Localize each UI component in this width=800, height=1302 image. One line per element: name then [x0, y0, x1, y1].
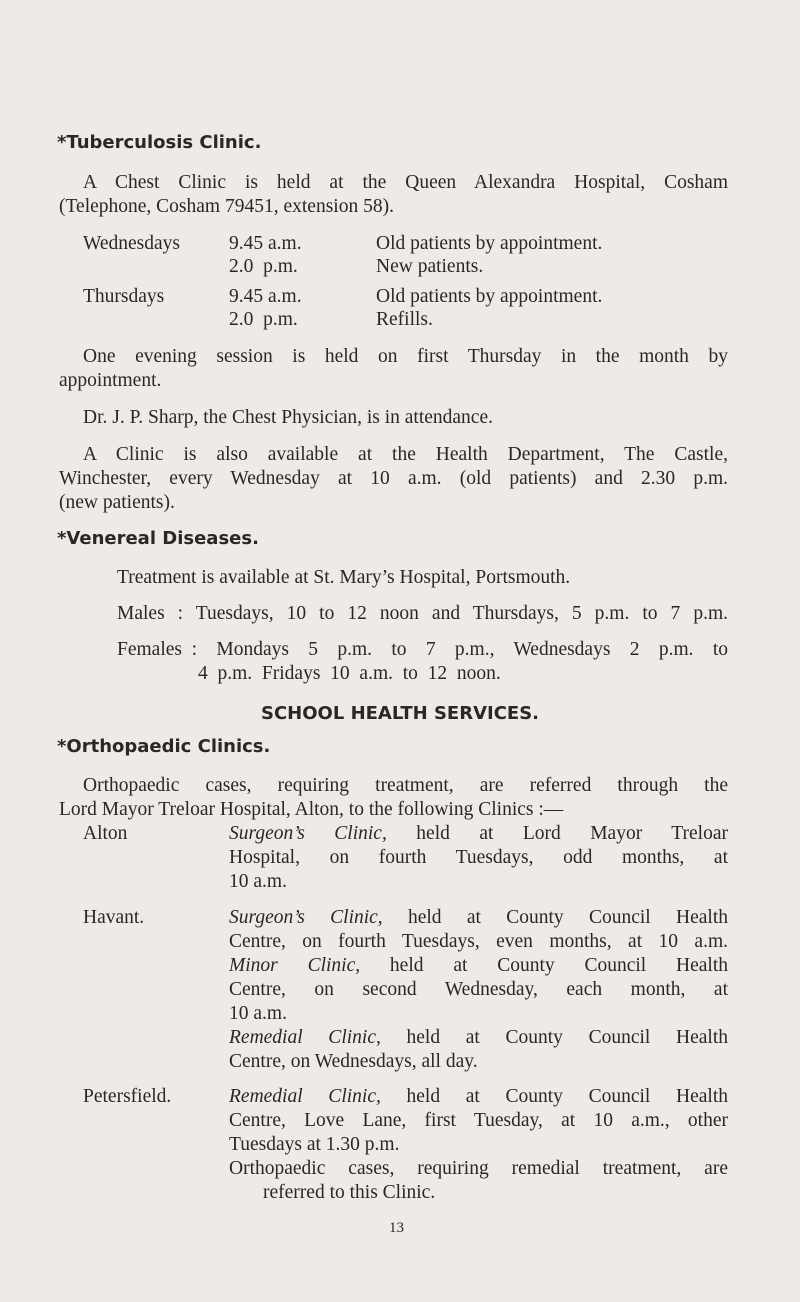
venereal-heading: *Venereal Diseases.: [57, 528, 259, 549]
school-health-heading: SCHOOL HEALTH SERVICES.: [260, 703, 540, 724]
havant-line-5: 10 a.m.: [229, 1003, 287, 1024]
havant-line-4: Centre, on second Wednesday, each month, at: [229, 979, 728, 1000]
alton-line-2: Hospital, on fourth Tuesdays, odd months, at: [229, 847, 728, 868]
ortho-intro-line-2: Lord Mayor Treloar Hospital, Alton, to the following Clinics :—: [59, 799, 564, 820]
clinic-detail: held at County Council Health: [380, 1086, 728, 1107]
orthopaedic-heading: *Orthopaedic Clinics.: [57, 736, 271, 757]
havant-line-7: Centre, on Wednesdays, all day.: [229, 1051, 478, 1072]
schedule-time: 2.0 p.m.: [229, 309, 298, 330]
alton-line-1: [229, 822, 728, 846]
clinic-type: Surgeon’s Clinic,: [229, 907, 383, 928]
petersfield-line-3: Tuesdays at 1.30 p.m.: [229, 1134, 400, 1155]
tb-intro-line-1: A Chest Clinic is held at the Queen Alexandra Hospital, Cosham: [83, 172, 728, 193]
tb-intro-line-2: (Telephone, Cosham 79451, extension 58).: [59, 196, 394, 217]
havant-line-3: [229, 954, 728, 978]
petersfield-line-1: [229, 1085, 728, 1109]
schedule-time: 9.45 a.m.: [229, 286, 302, 307]
clinic-type: Minor Clinic,: [229, 955, 361, 976]
schedule-day: Wednesdays: [83, 233, 180, 254]
schedule-time: 2.0 p.m.: [229, 256, 298, 277]
alton-line-3: 10 a.m.: [229, 871, 287, 892]
tb-evening-line-1: One evening session is held on first Thursday in the month by: [83, 346, 728, 367]
clinic-type: Remedial Clinic,: [229, 1086, 381, 1107]
clinic-detail: held at County Council Health: [380, 1027, 728, 1048]
schedule-desc: Old patients by appointment.: [376, 233, 603, 254]
havant-line-1: [229, 906, 728, 930]
havant-line-2: Centre, on fourth Tuesdays, even months, at 10 a.m.: [229, 931, 728, 952]
clinic-detail: held at Lord Mayor Treloar: [386, 823, 728, 844]
havant-line-6: [229, 1026, 728, 1050]
petersfield-line-2: Centre, Love Lane, first Tuesday, at 10 a.m., other: [229, 1110, 728, 1131]
schedule-desc: Old patients by appointment.: [376, 286, 603, 307]
place-havant: Havant.: [83, 907, 145, 928]
page-number: 13: [389, 1220, 404, 1236]
vd-treatment: Treatment is available at St. Mary’s Hospital, Portsmouth.: [117, 567, 571, 588]
clinic-detail: held at County Council Health: [382, 907, 728, 928]
vd-females-line-1: Females : Mondays 5 p.m. to 7 p.m., Wednesdays 2 p.m. to: [117, 639, 728, 660]
clinic-type: Surgeon’s Clinic,: [229, 823, 387, 844]
tb-doctor: Dr. J. P. Sharp, the Chest Physician, is in attendance.: [83, 407, 493, 428]
petersfield-line-5: referred to this Clinic.: [263, 1182, 436, 1203]
clinic-type: Remedial Clinic,: [229, 1027, 381, 1048]
place-petersfield: Petersfield.: [83, 1086, 172, 1107]
tb-castle-line-1: A Clinic is also available at the Health Department, The Castle,: [83, 444, 728, 465]
schedule-time: 9.45 a.m.: [229, 233, 302, 254]
vd-males: Males : Tuesdays, 10 to 12 noon and Thursdays, 5 p.m. to 7 p.m.: [117, 603, 728, 624]
petersfield-line-4: Orthopaedic cases, requiring remedial treatment, are: [229, 1158, 728, 1179]
schedule-desc: Refills.: [376, 309, 433, 330]
tb-castle-line-3: (new patients).: [59, 492, 175, 513]
tb-evening-line-2: appointment.: [59, 370, 162, 391]
clinic-detail: held at County Council Health: [360, 955, 728, 976]
place-alton: Alton: [83, 823, 128, 844]
vd-females-line-2: 4 p.m. Fridays 10 a.m. to 12 noon.: [198, 663, 501, 684]
tb-castle-line-2: Winchester, every Wednesday at 10 a.m. (old patients) and 2.30 p.m.: [59, 468, 728, 489]
tuberculosis-heading: *Tuberculosis Clinic.: [57, 132, 262, 153]
schedule-desc: New patients.: [376, 256, 484, 277]
schedule-day: Thursdays: [83, 286, 165, 307]
ortho-intro-line-1: Orthopaedic cases, requiring treatment, are referred through the: [83, 775, 728, 796]
